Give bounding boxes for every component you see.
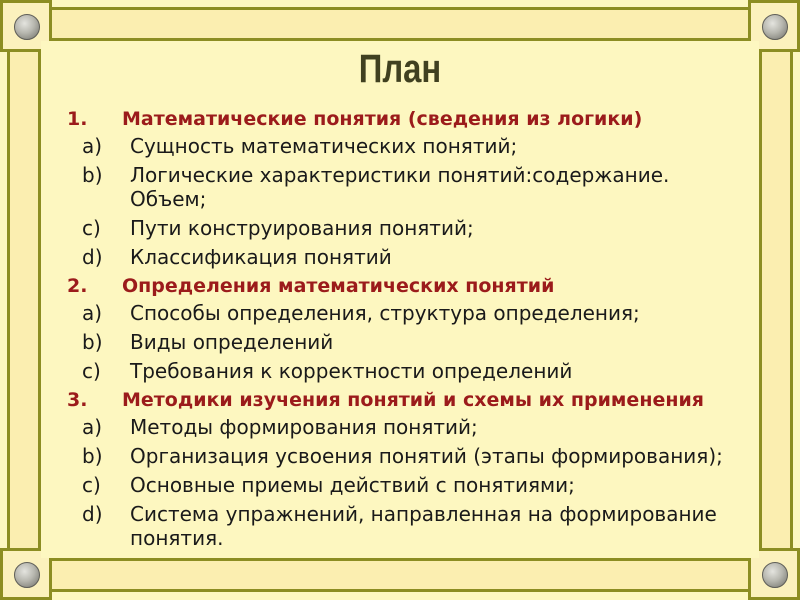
section-heading (67, 388, 747, 412)
corner-knob-icon (14, 562, 40, 588)
item-letter: a) (82, 134, 103, 158)
item-letter: c) (82, 216, 101, 240)
list-item (67, 444, 747, 468)
item-letter: c) (82, 473, 101, 497)
item-text: Основные приемы действий с понятиями; (130, 473, 575, 497)
item-text: Организация усвоения понятий (этапы формирования); (130, 444, 723, 468)
plan-section (67, 388, 747, 550)
item-text: Способы определения, структура определения; (130, 301, 640, 325)
list-item (67, 330, 747, 354)
item-letter: b) (82, 330, 103, 354)
item-letter: a) (82, 415, 103, 439)
item-text: Классификация понятий (130, 245, 392, 269)
list-item (67, 473, 747, 497)
item-text: Система упражнений, направленная на формирование понятия. (130, 502, 717, 550)
frame-bottom-bar (0, 558, 800, 592)
subitem-list (67, 415, 747, 550)
item-text: Сущность математических понятий; (130, 134, 518, 158)
list-item (67, 163, 747, 211)
section-title: Определения математических понятий (122, 275, 555, 297)
corner-knob-icon (762, 14, 788, 40)
corner-knob-icon (762, 562, 788, 588)
list-item (67, 502, 747, 550)
section-title: Методики изучения понятий и схемы их применения (122, 389, 704, 411)
section-number: 1. (67, 108, 88, 130)
item-letter: d) (82, 245, 103, 269)
plan-list (67, 107, 747, 555)
item-text: Требования к корректности определений (130, 359, 573, 383)
item-text: Виды определений (130, 330, 334, 354)
list-item (67, 134, 747, 158)
section-number: 2. (67, 275, 88, 297)
plan-section (67, 274, 747, 383)
item-text: Логические характеристики понятий:содержание. Объем; (130, 163, 670, 211)
item-letter: a) (82, 301, 103, 325)
list-item (67, 359, 747, 383)
item-text: Методы формирования понятий; (130, 415, 478, 439)
section-heading (67, 107, 747, 131)
item-text: Пути конструирования понятий; (130, 216, 474, 240)
corner-knob-icon (14, 14, 40, 40)
frame-top-bar (0, 7, 800, 41)
item-letter: b) (82, 163, 103, 187)
item-letter: d) (82, 502, 103, 526)
item-letter: c) (82, 359, 101, 383)
content-panel (41, 41, 759, 558)
section-heading (67, 274, 747, 298)
frame-right-bar (759, 0, 793, 600)
section-number: 3. (67, 389, 88, 411)
item-letter: b) (82, 444, 103, 468)
slide-title: План (358, 47, 442, 91)
list-item (67, 415, 747, 439)
subitem-list (67, 301, 747, 383)
frame-left-bar (7, 0, 41, 600)
subitem-list (67, 134, 747, 269)
list-item (67, 245, 747, 269)
list-item (67, 216, 747, 240)
list-item (67, 301, 747, 325)
section-title: Математические понятия (сведения из логики) (122, 108, 643, 130)
plan-section (67, 107, 747, 269)
